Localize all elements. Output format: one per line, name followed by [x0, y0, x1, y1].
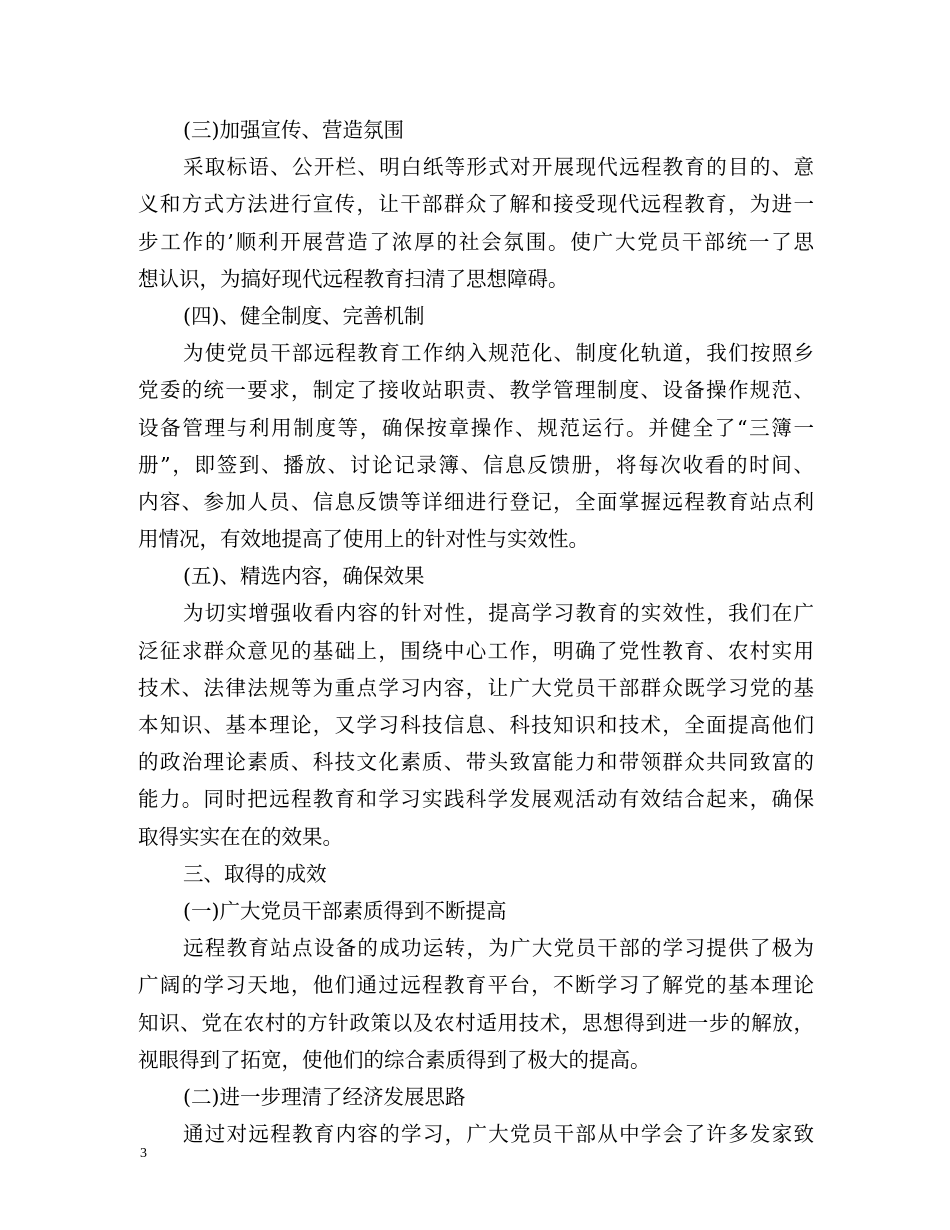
text-line: 内容、参加人员、信息反馈等详细进行登记，全面掌握远程教育站点利 [138, 489, 814, 514]
text-line: (二)进一步理清了经济发展思路 [183, 1084, 466, 1109]
text-line: 本知识、基本理论，又学习科技信息、科技知识和技术，全面提高他们 [138, 713, 814, 737]
text-line: (五)、精选内容，确保效果 [183, 564, 425, 589]
text-line: 泛征求群众意见的基础上，围绕中心工作，明确了党性教育、农村实用 [138, 638, 814, 663]
text-line: 用情况，有效地提高了使用上的针对性与实效性。 [138, 527, 589, 552]
page-number: 3 [140, 1146, 147, 1161]
text-line: 能力。同时把远程教育和学习实践科学发展观活动有效结合起来，确保 [138, 787, 814, 812]
text-line: 党委的统一要求，制定了接收站职责、教学管理制度、设备操作规范、 [138, 378, 814, 403]
text-line: 广阔的学习天地，他们通过远程教育平台，不断学习了解党的基本理论 [138, 973, 814, 998]
text-line: 设备管理与利用制度等，确保按章操作、规范运行。并健全了“三簿一 [138, 415, 814, 440]
text-line: 想认识，为搞好现代远程教育扫清了思想障碍。 [138, 266, 569, 291]
text-line: 取得实实在在的效果。 [138, 824, 343, 849]
text-line: 远程教育站点设备的成功运转，为广大党员干部的学习提供了极为 [183, 936, 814, 961]
text-line: 视眼得到了拓宽，使他们的综合素质得到了极大的提高。 [138, 1047, 651, 1072]
text-line: 为切实增强收看内容的针对性，提高学习教育的实效性，我们在广 [183, 601, 814, 626]
text-line: 技术、法律法规等为重点学习内容，让广大党员干部群众既学习党的基 [138, 675, 814, 700]
text-line: 为使党员干部远程教育工作纳入规范化、制度化轨道，我们按照乡 [183, 341, 814, 366]
document-body [138, 112, 814, 1153]
text-line: 册”，即签到、播放、讨论记录簿、信息反馈册，将每次收看的时间、 [138, 452, 814, 477]
text-line: (一)广大党员干部素质得到不断提高 [183, 898, 507, 923]
text-line: 采取标语、公开栏、明白纸等形式对开展现代远程教育的目的、意 [183, 155, 814, 180]
text-line: 义和方式方法进行宣传，让干部群众了解和接受现代远程教育，为进一 [138, 192, 814, 217]
text-line: 的政治理论素质、科技文化素质、带头致富能力和带领群众共同致富的 [138, 750, 814, 775]
text-line: 三、取得的成效 [183, 861, 327, 886]
text-line: 知识、党在农村的方针政策以及农村适用技术，思想得到进一步的解放， [138, 1010, 814, 1035]
text-line: (四)、健全制度、完善机制 [183, 303, 425, 328]
text-line: 通过对远程教育内容的学习，广大党员干部从中学会了许多发家致 [183, 1122, 814, 1147]
text-line: 步工作的’顺利开展营造了浓厚的社会氛围。使广大党员干部统一了思 [138, 229, 814, 254]
text-line: (三)加强宣传、营造氛围 [183, 118, 404, 142]
